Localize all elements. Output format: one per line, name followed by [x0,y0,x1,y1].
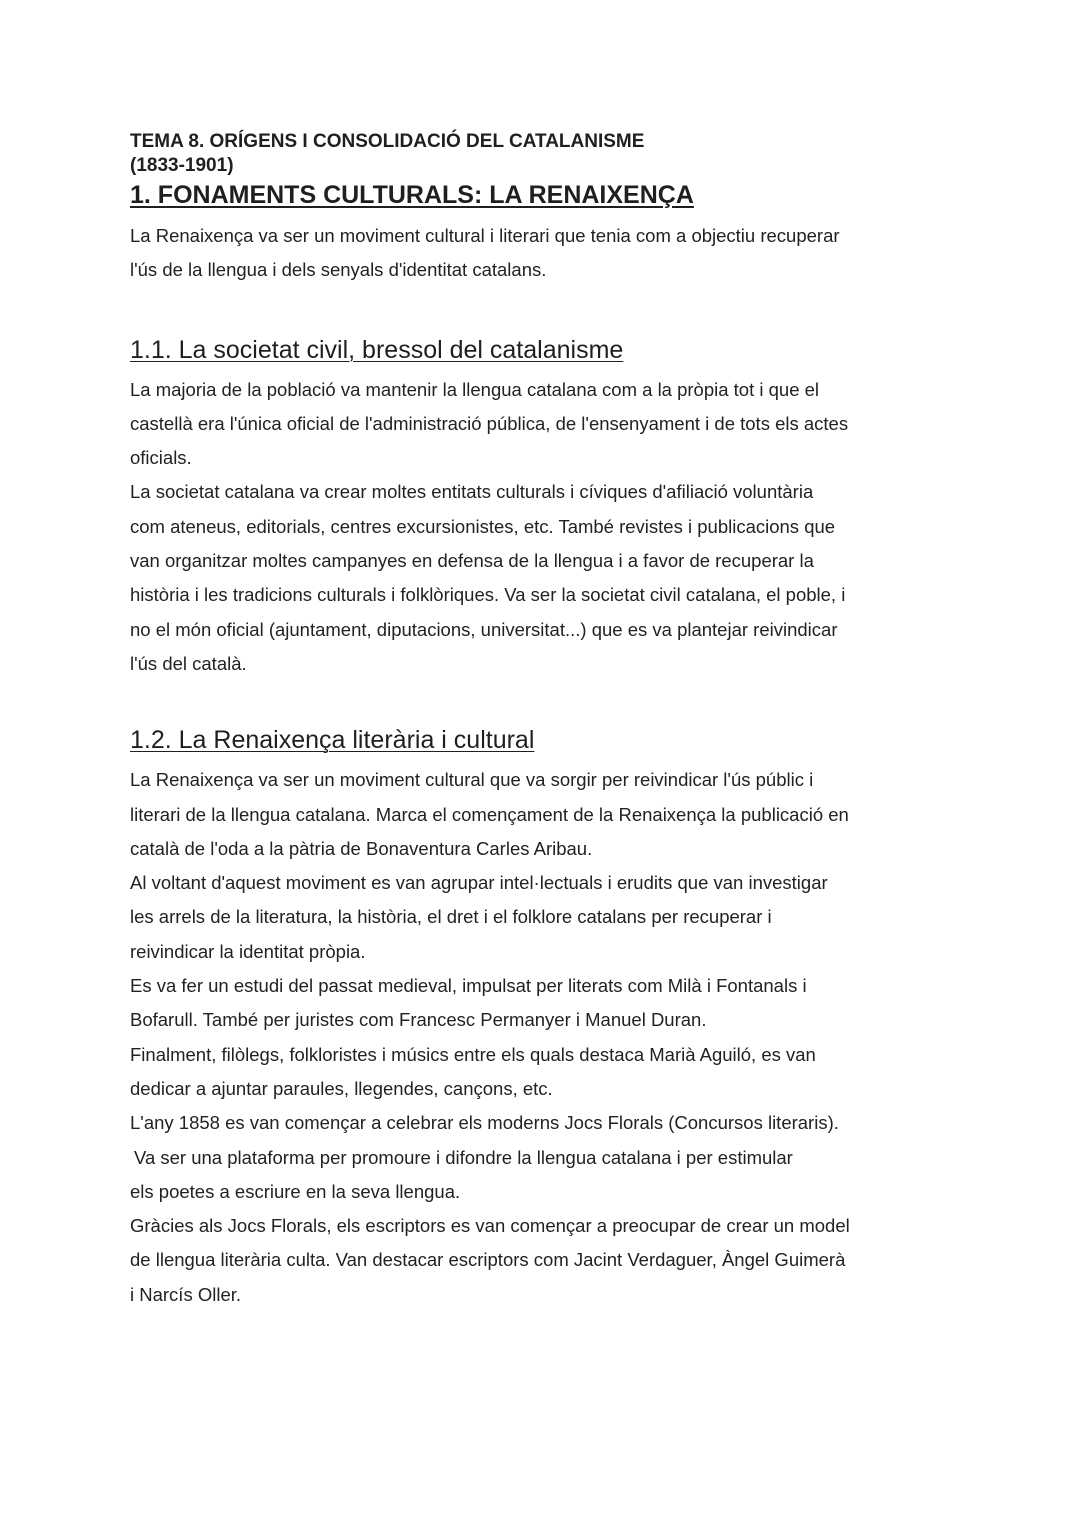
document-title-line-1: TEMA 8. ORÍGENS I CONSOLIDACIÓ DEL CATALANISME [130,131,645,152]
text-line: La societat catalana va crear moltes entitats culturals i cíviques d'afiliació voluntària [130,481,814,503]
text-line: i Narcís Oller. [130,1283,242,1305]
text-line: literari de la llengua catalana. Marca el començament de la Renaixença la publicació en [130,803,849,825]
text-line: van organitzar moltes campanyes en defensa de la llengua i a favor de recuperar la [130,550,814,572]
text-line: dedicar a ajuntar paraules, llegendes, cançons, etc. [130,1077,553,1099]
text-line: oficials. [130,447,192,469]
section-1-heading: 1. FONAMENTS CULTURALS: LA RENAIXENÇA [130,181,694,209]
section-1-2-paragraph [130,763,930,1312]
text-line: l'ús de la llengua i dels senyals d'identitat catalans. [130,259,547,281]
text-line: Al voltant d'aquest moviment es van agrupar intel·lectuals i erudits que van investigar [130,872,828,894]
text-line: de llengua literària culta. Van destacar escriptors com Jacint Verdaguer, Àngel Guimerà [130,1249,846,1271]
text-line: història i les tradicions culturals i folklòriques. Va ser la societat civil catalana, el poble, i [130,584,846,606]
section-1-paragraph [130,219,930,288]
section-1-1-heading: 1.1. La societat civil, bressol del catalanisme [130,335,624,364]
section-1-2-heading: 1.2. La Renaixença literària i cultural [130,726,535,755]
text-line: com ateneus, editorials, centres excursionistes, etc. També revistes i publicacions que [130,515,836,537]
section-1-1-paragraph [130,373,930,682]
text-line: Gràcies als Jocs Florals, els escriptors es van començar a preocupar de crear un model [130,1215,850,1237]
text-line: La Renaixença va ser un moviment cultural que va sorgir per reivindicar l'ús públic i [130,769,814,791]
text-line: L'any 1858 es van començar a celebrar els moderns Jocs Florals (Concursos literaris). [130,1112,839,1134]
text-line: Bofarull. També per juristes com Francesc Permanyer i Manuel Duran. [130,1009,707,1031]
document-page [130,130,930,1312]
text-line: La majoria de la població va mantenir la llengua catalana com a la pròpia tot i que el [130,378,820,400]
text-line: l'ús del català. [130,652,247,674]
text-line: els poetes a escriure en la seva llengua. [130,1180,461,1202]
text-line: Finalment, filòlegs, folkloristes i músics entre els quals destaca Marià Aguiló, es van [130,1043,816,1065]
text-line: no el món oficial (ajuntament, diputacions, universitat...) que es va plantejar reivindicar [130,618,838,640]
text-line: reivindicar la identitat pròpia. [130,940,366,962]
text-line: català de l'oda a la pàtria de Bonaventura Carles Aribau. [130,837,593,859]
text-line: les arrels de la literatura, la història, el dret i el folklore catalans per recuperar i [130,906,772,928]
text-line: castellà era l'única oficial de l'administració pública, de l'ensenyament i de tots els actes [130,412,849,434]
document-title-line-2: (1833-1901) [130,155,234,176]
text-line: Es va fer un estudi del passat medieval, impulsat per literats com Milà i Fontanals i [130,975,807,997]
document-title [130,130,930,178]
text-line: La Renaixença va ser un moviment cultural i literari que tenia com a objectiu recuperar [130,225,840,246]
text-line: Va ser una plataforma per promoure i difondre la llengua catalana i per estimular [134,1146,793,1168]
